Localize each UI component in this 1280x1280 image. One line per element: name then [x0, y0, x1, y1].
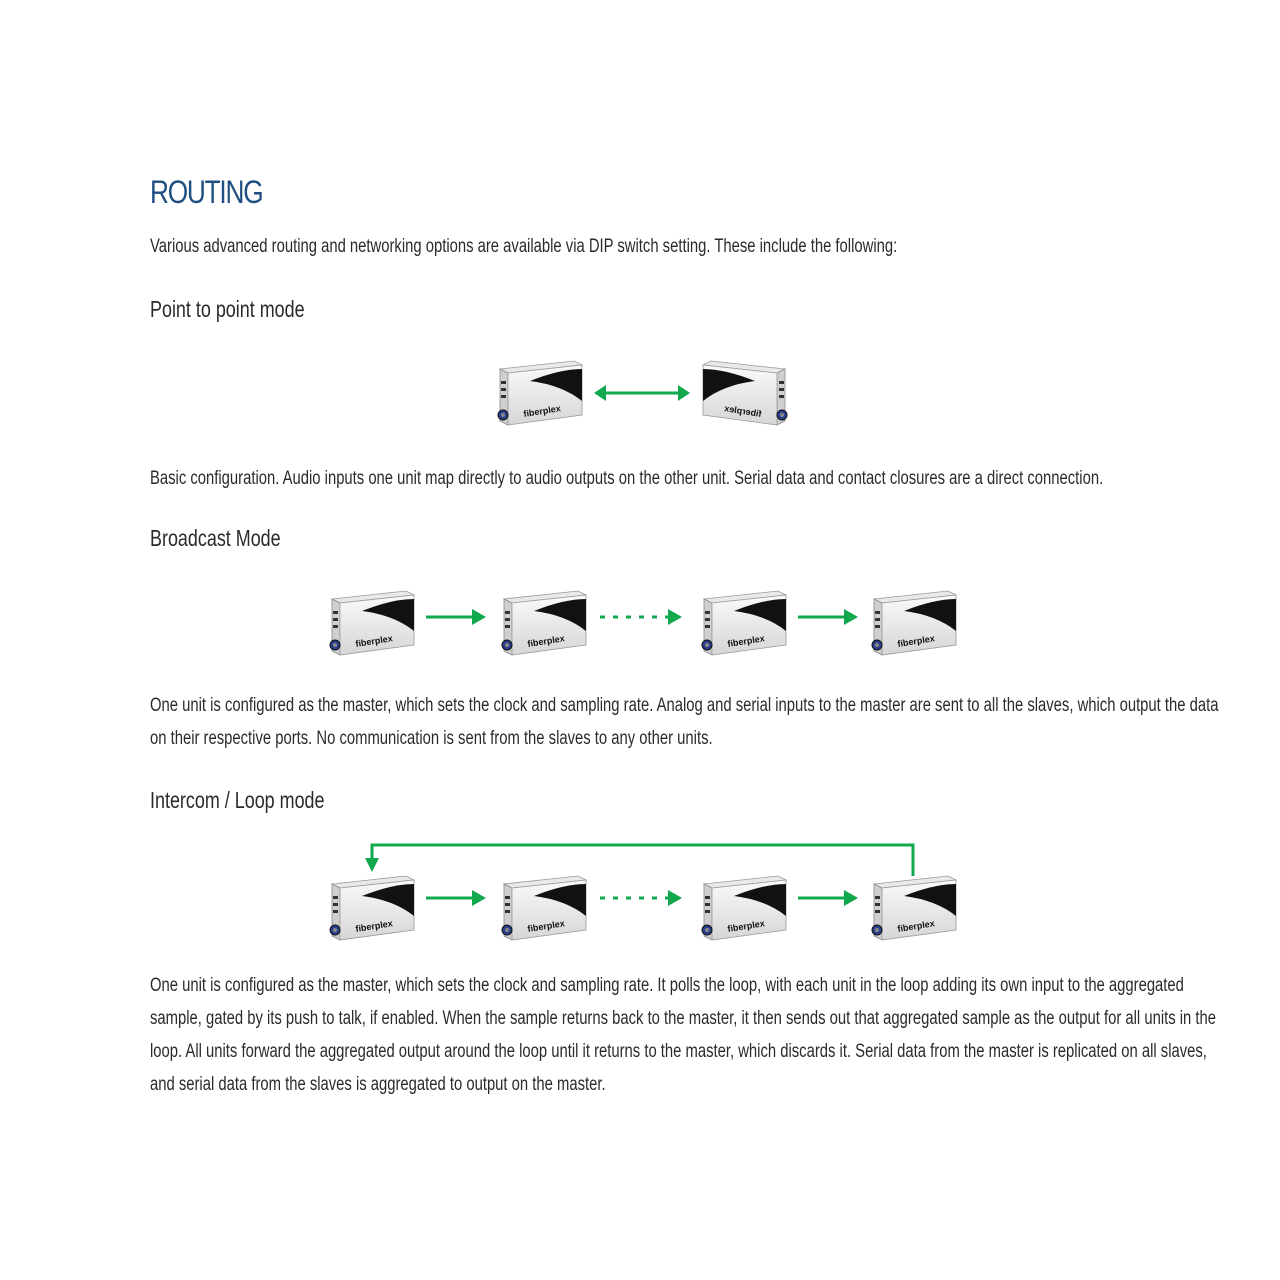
paragraph-line: and serial data from the slaves is aggregated to output on the master. — [150, 1074, 606, 1095]
arrow-solid-2 — [798, 609, 858, 625]
arrow-solid-2 — [798, 890, 858, 906]
paragraph-line: One unit is configured as the master, which sets the clock and sampling rate. It polls the loop, with each unit in the loop adding its own input to the aggregated — [150, 975, 1184, 996]
section-paragraph — [150, 969, 1216, 1101]
device-unit-3 — [702, 876, 786, 940]
page-title: ROUTING — [150, 174, 263, 210]
point-to-point-diagram — [490, 355, 800, 435]
section-heading-broadcast: Broadcast Mode — [150, 525, 281, 551]
device-unit-1 — [330, 591, 414, 655]
paragraph-line: One unit is configured as the master, which sets the clock and sampling rate. Analog and serial inputs to the master are sent to all the slaves, which output the data — [150, 695, 1219, 716]
section-paragraph — [150, 689, 1218, 755]
device-unit-2 — [502, 876, 586, 940]
section-heading-intercom-loop: Intercom / Loop mode — [150, 787, 325, 813]
arrow-solid-1 — [426, 890, 486, 906]
section-paragraph: Basic configuration. Audio inputs one unit map directly to audio outputs on the other unit. Serial data and contact closures are a direct connection. — [150, 468, 1104, 489]
device-unit-left — [498, 361, 582, 425]
device-unit-right-mirrored — [703, 361, 787, 425]
device-unit-3 — [702, 591, 786, 655]
intro-text: Various advanced routing and networking options are available via DIP switch setting. These include the following: — [150, 236, 898, 257]
paragraph-line: on their respective ports. No communication is sent from the slaves to any other units. — [150, 728, 713, 749]
device-unit-1 — [330, 876, 414, 940]
arrow-solid-1 — [426, 609, 486, 625]
bidirectional-arrow — [594, 385, 690, 401]
device-unit-4 — [872, 591, 956, 655]
device-unit-2 — [502, 591, 586, 655]
paragraph-line: loop. All units forward the aggregated output around the loop until it returns to the master, which discards it. Serial data from the master is replicated on all slaves, — [150, 1041, 1207, 1062]
loop-return-arrow — [365, 845, 913, 876]
intercom-loop-diagram — [322, 840, 962, 950]
section-heading-point-to-point: Point to point mode — [150, 296, 305, 322]
broadcast-diagram — [322, 585, 962, 665]
arrow-dotted — [600, 609, 682, 625]
device-unit-4 — [872, 876, 956, 940]
arrow-dotted — [600, 890, 682, 906]
paragraph-line: sample, gated by its push to talk, if enabled. When the sample returns back to the master, it then sends out that aggregated sample as the output for all units in the — [150, 1008, 1217, 1029]
